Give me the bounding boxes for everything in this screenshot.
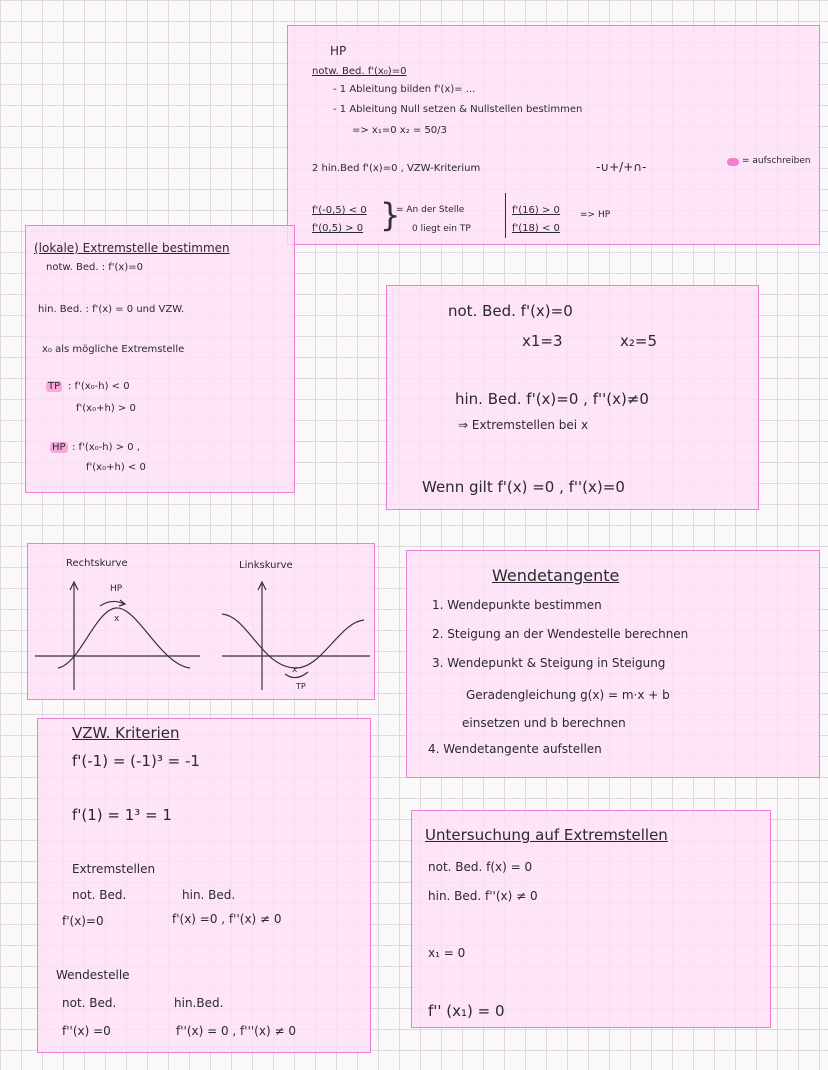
unter-hin: hin. Bed. f''(x) ≠ 0 — [428, 889, 538, 903]
extrem-tp2: f'(x₀+h) > 0 — [76, 403, 136, 414]
bed-x2: x₂=5 — [620, 332, 658, 350]
wende-title: Wendetangente — [492, 566, 620, 585]
kurve-hp: HP — [110, 584, 123, 594]
hp-title: HP — [330, 44, 347, 58]
hp-legend: = aufschreiben — [742, 156, 811, 166]
wende-s3b: Geradengleichung g(x) = m·x + b — [466, 688, 670, 702]
tp-mark: x — [292, 665, 298, 675]
extrem-hp-label: HP — [52, 442, 66, 453]
hp-g2: f'(18) < 0 — [512, 223, 560, 234]
vzw-hinf: f'(x) =0 , f''(x) ≠ 0 — [172, 912, 282, 926]
hp-middle1: = An der Stelle — [396, 205, 465, 215]
bed-hin: hin. Bed. f'(x)=0 , f''(x)≠0 — [455, 390, 649, 408]
extrem-notw: notw. Bed. : f'(x)=0 — [46, 262, 143, 273]
vzw-whinf: f''(x) = 0 , f'''(x) ≠ 0 — [176, 1024, 296, 1038]
vzw-wf: f''(x) =0 — [62, 1024, 111, 1038]
hp-middle2: 0 liegt ein TP — [412, 224, 471, 234]
hp-step1: - 1 Ableitung bilden f'(x)= ... — [333, 84, 476, 95]
unter-not: not. Bed. f(x) = 0 — [428, 860, 533, 874]
hp-f2: f'(0,5) > 0 — [312, 223, 364, 234]
bed-not: not. Bed. f'(x)=0 — [448, 302, 573, 320]
unter-f: f'' (x₁) = 0 — [428, 1002, 505, 1020]
wende-s1: 1. Wendepunkte bestimmen — [432, 598, 602, 612]
vzw-wende: Wendestelle — [56, 968, 130, 982]
bed-extrem: ⇒ Extremstellen bei x — [458, 418, 589, 432]
extrem-hp1: : f'(x₀-h) > 0 , — [72, 442, 140, 453]
hp-arrow: => HP — [580, 210, 611, 220]
bed-wenn: Wenn gilt f'(x) =0 , f''(x)=0 — [422, 478, 625, 496]
unter-title: Untersuchung auf Extremstellen — [425, 826, 668, 844]
bed-x1: x1=3 — [522, 332, 563, 350]
vzw-extrem: Extremstellen — [72, 862, 156, 876]
rechts-curve — [58, 608, 190, 668]
vzw-fx0: f'(x)=0 — [62, 914, 104, 928]
extrem-hin: hin. Bed. : f'(x) = 0 und VZW. — [38, 304, 185, 315]
brace: } — [380, 196, 401, 234]
kurve-rechts: Rechtskurve — [66, 558, 128, 569]
extrem-title: (lokale) Extremstelle bestimmen — [34, 241, 230, 255]
hp-g1: f'(16) > 0 — [512, 205, 560, 216]
vzw-title: VZW. Kriterien — [72, 724, 180, 742]
extrem-tp1: : f'(x₀-h) < 0 — [68, 381, 130, 392]
extrem-x0: x₀ als mögliche Extremstelle — [42, 344, 185, 355]
hp-hin: 2 hin.Bed f'(x)=0 , VZW-Kriterium — [312, 163, 481, 174]
wende-s4: 4. Wendetangente aufstellen — [428, 742, 602, 756]
vzw-hin: hin. Bed. — [182, 888, 236, 902]
vzw-wnot: not. Bed. — [62, 996, 117, 1010]
hp-signs: -∪+/+∩- — [596, 160, 647, 174]
hp-step2: - 1 Ableitung Null setzen & Nullstellen bestimmen — [333, 104, 583, 115]
hp-notw: notw. Bed. f'(x₀)=0 — [312, 66, 407, 77]
wende-s2: 2. Steigung an der Wendestelle berechnen — [432, 627, 689, 641]
wende-s3: 3. Wendepunkt & Steigung in Steigung — [432, 656, 666, 670]
hp-result: => x₁=0 x₂ = 50/3 — [352, 125, 447, 136]
kurve-tp: TP — [296, 682, 306, 691]
hp-f1: f'(-0,5) < 0 — [312, 205, 367, 216]
vzw-l1: f'(-1) = (-1)³ = -1 — [72, 752, 200, 770]
vzw-whin: hin.Bed. — [174, 996, 224, 1010]
extrem-hp2: f'(x₀+h) < 0 — [86, 462, 146, 473]
vzw-not: not. Bed. — [72, 888, 127, 902]
unter-x1: x₁ = 0 — [428, 946, 466, 960]
hp-mark: x — [114, 614, 120, 624]
kurve-links: Linkskurve — [239, 560, 293, 571]
extrem-tp-label: TP — [48, 381, 61, 392]
links-curve — [222, 614, 364, 668]
vzw-l2: f'(1) = 1³ = 1 — [72, 806, 172, 824]
wende-s3c: einsetzen und b berechnen — [462, 716, 626, 730]
